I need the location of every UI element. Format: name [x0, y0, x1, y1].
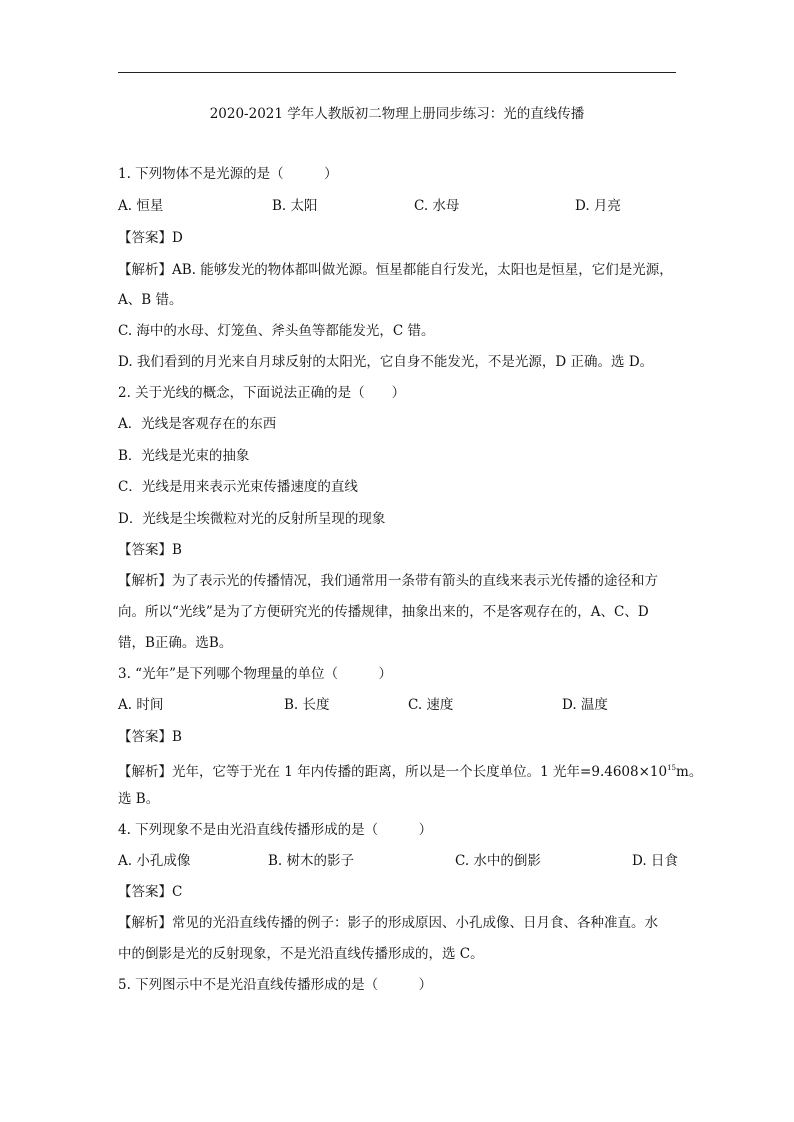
- q2-explanation-line: 错，B正确。选B。: [118, 635, 233, 651]
- q3-option-a: A. 时间: [118, 697, 164, 713]
- q2-option-b: B．光线是光束的抽象: [118, 448, 250, 464]
- q3-explanation-line: 选 B。: [118, 791, 160, 807]
- q1-option-a: A. 恒星: [118, 198, 164, 214]
- q4-explanation-line: 【解析】常见的光沿直线传播的例子：影子的形成原因、小孔成像、日月食、各种准直。水: [118, 915, 658, 931]
- q3-stem: 3. “光年”是下列哪个物理量的单位（ ）: [118, 666, 392, 682]
- q4-option-b: B. 树木的影子: [268, 853, 355, 869]
- q2-option-d: D．光线是尘埃微粒对光的反射所呈现的现象: [118, 511, 386, 527]
- q1-explanation-line: C. 海中的水母、灯笼鱼、斧头鱼等都能发光，C 错。: [118, 323, 435, 339]
- q1-option-c: C. 水母: [414, 198, 460, 214]
- header-rule: [118, 72, 676, 73]
- exponent: 15: [667, 764, 677, 772]
- q3-explanation-text: 【解析】光年，它等于光在 1 年内传播的距离，所以是一个长度单位。1 光年=9.4608×10: [118, 764, 668, 780]
- q1-option-d: D. 月亮: [575, 198, 621, 214]
- q2-answer: 【答案】B: [118, 542, 182, 558]
- unit-text: m。: [676, 764, 703, 780]
- q3-answer: 【答案】B: [118, 729, 182, 745]
- q4-option-d: D. 日食: [632, 853, 678, 869]
- q2-option-a: A．光线是客观存在的东西: [118, 416, 277, 432]
- q4-option-c: C. 水中的倒影: [455, 853, 541, 869]
- q4-answer: 【答案】C: [118, 884, 183, 900]
- q4-explanation-line: 中的倒影是光的反射现象，不是光沿直线传播形成的，选 C。: [118, 946, 484, 962]
- q2-option-c: C．光线是用来表示光束传播速度的直线: [118, 479, 358, 495]
- q1-answer: 【答案】D: [118, 230, 183, 246]
- page-title: 2020-2021 学年人教版初二物理上册同步练习：光的直线传播: [209, 106, 585, 122]
- q3-explanation-line: [118, 758, 702, 782]
- q5-stem: 5. 下列图示中不是光沿直线传播形成的是（ ）: [118, 977, 433, 993]
- q2-explanation-line: 向。所以“光线”是为了方便研究光的传播规律，抽象出来的，不是客观存在的，A、C、D: [118, 604, 649, 620]
- q2-explanation-line: 【解析】为了表示光的传播情况，我们通常用一条带有箭头的直线来表示光传播的途径和方: [118, 573, 658, 589]
- q1-explanation-line: D. 我们看到的月光来自月球反射的太阳光，它自身不能发光，不是光源，D 正确。选 D。: [118, 354, 654, 370]
- q1-explanation-line: 【解析】AB. 能够发光的物体都叫做光源。恒星都能自行发光，太阳也是恒星，它们是光源，: [118, 262, 673, 278]
- q3-option-d: D. 温度: [562, 697, 608, 713]
- q2-stem: 2. 关于光线的概念，下面说法正确的是（ ）: [118, 385, 406, 401]
- q1-stem: 1. 下列物体不是光源的是（ ）: [118, 166, 338, 182]
- q1-option-b: B. 太阳: [272, 198, 318, 214]
- q1-explanation-line: A、B 错。: [118, 292, 183, 308]
- q3-option-b: B. 长度: [284, 697, 330, 713]
- q4-stem: 4. 下列现象不是由光沿直线传播形成的是（ ）: [118, 822, 433, 838]
- q4-option-a: A. 小孔成像: [118, 853, 191, 869]
- q3-option-c: C. 速度: [408, 697, 454, 713]
